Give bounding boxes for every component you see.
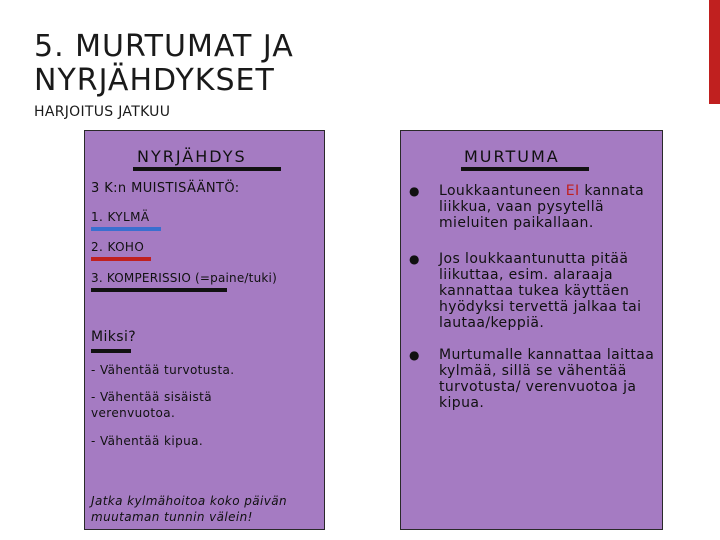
fracture-heading: MURTUMA bbox=[464, 147, 560, 166]
reason-1: - Vähentää turvotusta. bbox=[91, 363, 235, 377]
rule-3: 3. KOMPERISSIO (=paine/tuki) bbox=[91, 271, 277, 285]
slide-subtitle: HARJOITUS JATKUU bbox=[34, 104, 171, 120]
bullet-1-text-before: Loukkaantuneen bbox=[439, 183, 566, 199]
why-label: Miksi? bbox=[91, 329, 137, 345]
fracture-bullet-3 bbox=[409, 347, 659, 411]
reason-2: - Vähentää sisäistä verenvuotoa. bbox=[91, 390, 213, 420]
slide-title bbox=[34, 30, 294, 98]
title-line-2: NYRJÄHDYKSET bbox=[34, 63, 275, 98]
fracture-bullets bbox=[409, 183, 659, 421]
rule-intro: 3 K:n MUISTISÄÄNTÖ: bbox=[91, 181, 240, 196]
fracture-panel bbox=[400, 130, 663, 530]
rule-1: 1. KYLMÄ bbox=[91, 210, 150, 224]
bullet-2-text: Jos loukkaantunutta pitää liikuttaa, esim. alaraaja kannattaa tukea käyttäen hyödyksi tervettä jalkaa tai lautaa/keppiä. bbox=[439, 251, 642, 331]
sprain-heading: NYRJÄHDYS bbox=[137, 147, 247, 166]
fracture-bullet-1 bbox=[409, 183, 659, 231]
reason-3: - Vähentää kipua. bbox=[91, 434, 204, 448]
rule-3-underline bbox=[91, 288, 227, 292]
bullet-1-text-after: kannata liikkua, vaan pysytellä mieluiten paikallaan. bbox=[439, 183, 645, 231]
title-line-1: 5. MURTUMAT JA bbox=[34, 29, 294, 64]
bullet-1-highlight: EI bbox=[565, 183, 580, 199]
sprain-panel bbox=[84, 130, 325, 530]
rule-2: 2. KOHO bbox=[91, 240, 145, 254]
bullet-dot-icon: ● bbox=[409, 252, 420, 266]
bullet-dot-icon: ● bbox=[409, 348, 420, 362]
footer-note: Jatka kylmähoitoa koko päivän muutaman tunnin välein! bbox=[91, 494, 288, 524]
rule-1-underline bbox=[91, 227, 161, 231]
why-underline bbox=[91, 349, 131, 353]
accent-bar bbox=[709, 0, 720, 104]
fracture-heading-underline bbox=[461, 167, 589, 171]
fracture-bullet-2 bbox=[409, 251, 659, 331]
sprain-heading-underline bbox=[133, 167, 281, 171]
bullet-dot-icon: ● bbox=[409, 184, 420, 198]
bullet-3-text: Murtumalle kannattaa laittaa kylmää, sillä se vähentää turvotusta/ verenvuotoa ja kipua. bbox=[439, 347, 655, 411]
rule-2-underline bbox=[91, 257, 151, 261]
